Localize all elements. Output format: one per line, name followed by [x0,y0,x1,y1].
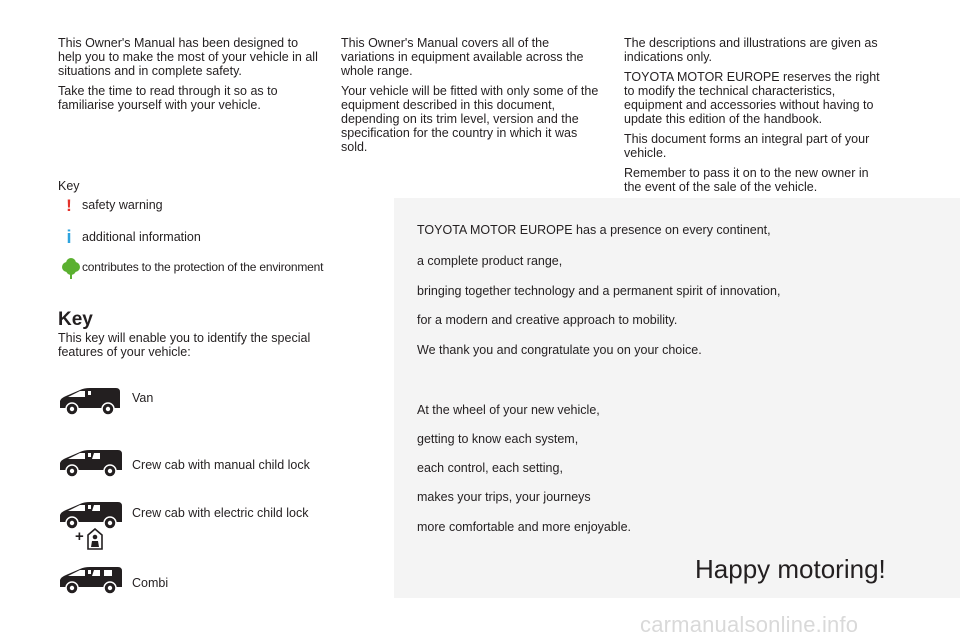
vehicle-label: Crew cab with manual child lock [132,458,310,472]
vehicle-label: Combi [132,576,169,590]
key-heading-small: Key [58,179,80,193]
vehicle-item-van [58,386,358,426]
panel-line: a complete product range, [417,254,563,268]
panel-line: We thank you and congratulate you on your choice. [417,343,702,357]
intro-paragraph: Your vehicle will be fitted with only some of the equipment described in this document, depending on its trim level, version and the specification for the country in which it was sold. [341,84,599,154]
panel-line: bringing together technology and a permanent spirit of innovation, [417,284,781,298]
key-item-additional-info [58,227,348,250]
combi-icon [58,565,124,597]
van-icon [58,386,122,418]
key-item-label: contributes to the protection of the environment [82,260,324,274]
panel-line: for a modern and creative approach to mobility. [417,313,678,327]
intro-paragraph: Remember to pass it on to the new owner in the event of the sale of the vehicle. [624,166,869,194]
panel-line: each control, each setting, [417,461,563,475]
panel-line: more comfortable and more enjoyable. [417,520,632,534]
intro-column-1 [58,36,320,118]
intro-paragraph: This document forms an integral part of your vehicle. [624,132,870,160]
watermark: carmanualsonline.info [640,612,859,637]
leaf-icon [60,258,82,280]
key-item-label: additional information [82,230,201,244]
panel-line: TOYOTA MOTOR EUROPE has a presence on every continent, [417,223,771,237]
intro-paragraph: The descriptions and illustrations are given as indications only. [624,36,878,64]
panel-line: At the wheel of your new vehicle, [417,403,600,417]
exclamation-icon: ! [66,196,72,215]
info-icon: i [66,227,72,247]
vehicle-label: Crew cab with electric child lock [132,506,309,520]
intro-column-2 [341,36,603,160]
key-item-environment [58,260,348,282]
intro-paragraph: This Owner's Manual has been designed to help you to make the most of your vehicle in all situations and in complete safety. [58,36,318,78]
panel-line: getting to know each system, [417,432,579,446]
closing-text: Happy motoring! [695,554,886,584]
key-item-safety-warning [58,198,348,218]
intro-paragraph: TOYOTA MOTOR EUROPE reserves the right to modify the technical characteristics, equipment and accessories without having to update this edition of the handbook. [624,70,880,126]
key-item-label: safety warning [82,198,163,212]
intro-column-3 [624,36,886,200]
plus-icon: + [75,528,84,545]
vehicle-item-crew-cab-manual [58,448,358,488]
child-lock-icon [86,528,104,550]
key-section-title: Key [58,309,93,330]
key-description: This key will enable you to identify the special features of your vehicle: [58,331,311,359]
vehicle-label: Van [132,391,154,405]
crew-cab-icon [58,448,124,480]
panel-line: makes your trips, your journeys [417,490,591,504]
vehicle-item-crew-cab-electric [58,500,358,560]
intro-paragraph: Take the time to read through it so as to familiarise yourself with your vehicle. [58,84,278,112]
vehicle-item-combi [58,565,358,605]
intro-paragraph: This Owner's Manual covers all of the variations in equipment available across the whole range. [341,36,584,78]
